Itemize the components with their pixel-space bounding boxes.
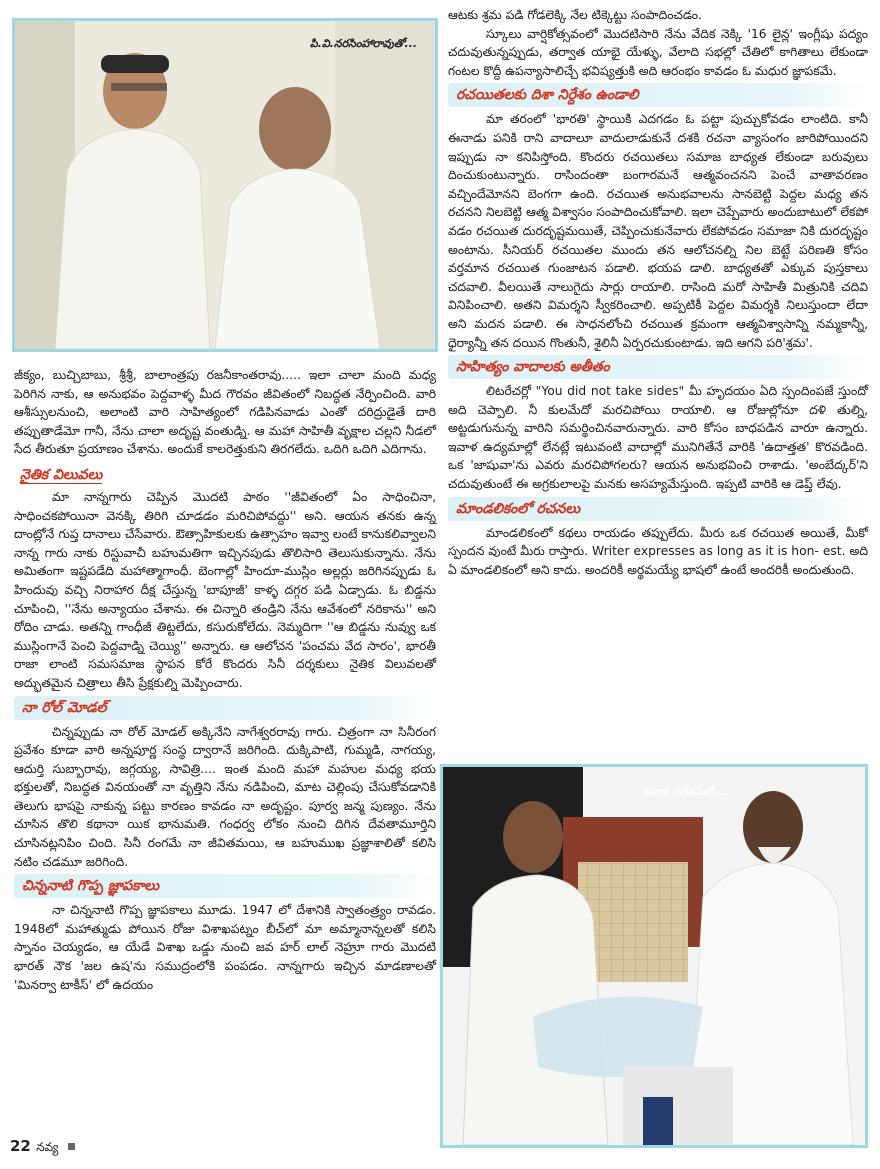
page-footer	[10, 1137, 75, 1157]
photo-bottom	[440, 764, 868, 1148]
magazine-name: నవ్య	[36, 1140, 59, 1154]
photo-top-image	[15, 21, 435, 349]
photo-top	[12, 18, 438, 352]
left-paragraph-3: చిన్నప్పుడు నా రోల్ మోడల్ అక్కినేని నాగేశ్వరరావు గారు. చిత్రంగా నా సినీరంగ ప్రవేశం కూడా వారి అన్నపూర్ణ సంస్థ ద్వారానే జరిగింది. దుక్కిపాటి, గుమ్మడి, నాగయ్య, ఆదుర్తి సుబ్బారావు, జగ్గయ్య, సావిత్రి.... ఇంత మంది మహా మహుల మధ్య భయ భక్తులతో, నిబద్ధత వినయంతో నా వృత్తిని నేను నడిపించి, మాట చెల్లింపు చేసుకోవడానికి తెలుగు భాషపై నాకున్న పట్టు కారణం కావడం నా అదృష్టం. పూర్వ జన్మ పుణ్యం. నేను చూసిన తొలి కథానా యిక భానుమతి. గంధర్వ లోకం నుంచి దిగిన దేవతామూర్తిని చూసినట్లనిపిం చింది. సినీ రంగమే నా జీవితమయి, ఆ బహుముఖ ప్రజ్ఞాశాలితో కలిసి నటిం చడమూ జరిగింది.	[14, 724, 436, 869]
heading-childhood-memories: చిన్ననాటి గొప్ప జ్ఞాపకాలు	[14, 874, 436, 898]
page-number: 22	[10, 1137, 31, 1155]
left-paragraph-1: జీక్యం, బుచ్చిబాబు, శ్రీశ్రీ, బాలాంత్రపు రజనీకాంతరావు..... ఇలా చాలా మంది మధ్య పెరిగిన నాకు, ఆ అనుభవం పెద్దవాళ్ళ మీద గౌరవం జీవితంలో నిబద్ధత నేర్పించింది. వారి ఆశీస్సులనుంచి, అలాంటి వారి సాహిత్యంలో గడిపినవాడు ఎంతో దరిద్రుడైతే దారి తప్పుతాడేమో గానీ, నేను చాలా అదృష్ట వంతుడ్ని. ఆ మహా సాహితీ వృక్షాల చల్లని నీడలో సేద తీరుతూ ప్రయాణం చేశాను. అందుకే కాలరెత్తుకుని తిరగలేదు. ఒదిగి ఒదిగి ఎదిగాను.	[14, 368, 436, 457]
right-column	[448, 6, 868, 579]
heading-role-model: నా రోల్ మోడల్	[14, 696, 436, 720]
left-paragraph-4: నా చిన్ననాటి గొప్ప జ్ఞాపకాలు మూడు. 1947 లో దేశానికి స్వాతంత్ర్యం రావడం. 1948లో మహాత్ముడు పోయిన రోజు విశాఖపట్నం బీచ్‌లో మా అమ్మానాన్నలతో కలిసి స్నానం చెయ్యడం, ఆ యేడే విశాఖ ఒడ్డు నుంచి జవ హర్ లాల్ నెహ్రూ గారు మొదటి భారత్ నౌక 'జల ఉష'ను సముద్రంలోకి పంపడం. నాన్నగారు ఇచ్చిన మాడణాలతో 'మినర్వా టాకీస్' లో ఉదయం	[14, 903, 436, 992]
photo-bottom-image	[443, 767, 865, 1145]
photo-top-caption: పి.వి.నరసింహారావుతో...	[309, 37, 417, 50]
photo-bottom-caption: శివాజీ గణేశన్‌తో...	[643, 785, 725, 798]
heading-dialect-writing: మాండలికంలో రచనలు	[448, 497, 868, 521]
right-paragraph-3: మా తరంలో 'భారతి' స్థాయికి ఎదగడం ఓ పట్టా పుచ్చుకోవడం లాంటిది. కానీ ఈనాడు పనికి రాని వాదాలూ వాదులాడుకునే దశకి రచనా వ్యాసంగం జారిపోయిందని ఇప్పుడు నా కనిపిస్తోంది. కొందరు రచయితలు సమాజ బాధ్యత లేకుండా బరువులు దించుకుంటున్నారు. రాసిందంతా బంగారమనే ఆత్మవంచనని పెంచే వాతావరణం వచ్చిందేమోనని బెంగగా ఉంది. రచయిత అనుభవాలను సానబెట్టి పెద్దల మధ్య తన రచనని నిలబెట్టి ఆత్మ విశ్వాసం సంపాదించుకోవాలి. ఇలా చెప్పేవారు అందుబాటులో లేకపో వడం రచయిత దురదృష్టమయితే, చెప్పించుకునేవారు లేకపోవడం సమాజా నికి దురదృష్టం అంటాను. సీనియర్ రచయితల ముందు తన ఆలోచనల్ని నిల బెట్టే పరిణతి కోసం వర్తమాన రచయిత గుంజాటన పడాలి. భయప డాలి. బాధ్యతతో ఎక్కువ పుస్తకాలు చదవాలి. వీలయితే నాలుగైదు సార్లు రాయాలి. రాసింది మరో సాహితీ మిత్రునికి చదివి వినిపించాలి. అతని విమర్శని స్వీకరించాలి. అప్పటికీ పెద్దల విమర్శకి నిలుస్తుందా లేదా అని మదన పడాలి. ఈ సాధనలోంచి రచయిత క్రమంగా ఆత్మవిశ్వాసాన్ని నమ్మకాన్నీ, ధైర్యాన్నీ తన దయిన గొంతునీ, శైలినీ ఏర్పరచుకుంటాడు. ఇది ఆగని పరి'శ్రమ'.	[448, 112, 868, 350]
square-bullet-icon	[68, 1143, 75, 1150]
heading-literature-beyond-isms: సాహిత్యం వాదాలకు అతీతం	[448, 355, 868, 379]
heading-writers-direction: రచయితలకు దిశా నిర్దేశం ఉండాలి	[448, 83, 868, 107]
heading-moral-values	[14, 465, 436, 485]
right-paragraph-1: ఆటకు శ్రమ పడి గోడలెక్కి నేల టిక్కెట్టు సంపాదించడం.	[448, 8, 702, 22]
right-paragraph-4: లిటరేచర్లో "You did not take sides" మీ హృదయం ఏది స్పందింపజే స్తుందో అది చెప్పాలి. నీ కులమేదో మరచిపోయి రాయాలి. ఆ రోజుల్లోనూ దళి తుల్ని, అట్టడుగునున్న వారిని సమర్థించినవారున్నారు. వారి కోసం బాధపడిన వారూ ఉన్నారు. ఇవాళ ఉద్యమాల్లో లేనట్లే ఇటువంటి వాదాల్లో మునిగితేనే వారికి 'ఉదాత్తత' కొరవడింది. ఒక 'జాషువా'ను ఎవరు మరచిపోగలరు? ఆయన అనుభవించి రాశాడు. 'అంబేద్కర్'ని చదువుతుంటే ఈ అగ్రకులాలపై మనకు అసహ్యమేస్తుంది. ఇప్పటి వారికి ఆ డెప్త్ లేవు.	[448, 384, 868, 492]
left-paragraph-2: మా నాన్నగారు చెప్పిన మొదటి పాఠం ''జీవితంలో ఏం సాధించినా, సాధించకపోయినా వెనక్కి తిరిగి చూడడం మరిచిపోవద్దు'' అని. ఆయన తనకు ఉన్న దాంట్లోనే గుప్త దానాలు చేసేవారు. ఔత్సాహికులకు ఉత్సాహం ఇవ్వా లంటే కానుకలివ్వాలని నాన్న గారు నాకు రిస్టువాచీ బహుమతిగా ఇచ్చినపుడు తొలిసారి తెలుసుకున్నాను. నేను అమితంగా ఇష్టపడేది మహాత్మాగాంధీ. బెంగాల్లో హిందూ-ముస్లిం అల్లర్లు జరిగినప్పుడు ఓ హిందువు వచ్చి నిరాహార దీక్ష చేస్తున్న 'బాపూజీ' కాళ్ళ దగ్గర పడి ఏడ్చాడు. ఓ బిడ్డను చూపించి, ''నేను అన్యాయం చేశాను. ఈ చిన్నారి తండ్రిని నేను ఆవేశంలో నరికాను'' అని రోదిం చాడు. అతన్ని గాంధీజీ తిట్టలేదు, కసురుకోలేదు. నెమ్మదిగా ''ఆ బిడ్డను నువ్వు ఒక ముస్లింగానే పెంచి పెద్దవాడ్ని చెయ్యి'' అన్నారు. ఆ ఆలోచన 'పంచమ వేద సారం', భారతీ రాజా లాంటి సమసమాజ స్థాపన కోరే కొందరు సినీ దర్శకులు నైతిక విలువలతో అద్భుతమైన చిత్రాలు తీసి ప్రేక్షకుల్ని మెప్పించారు.	[14, 489, 436, 690]
right-paragraph-2: స్కూలు వార్షికోత్సవంలో మొదటిసారి నేను వేదిక నెక్కి '16 లైన్ల' ఇంగ్లీషు పద్యం చదువుతున్నప్పుడు, తర్వాత యాభై యేళ్ళు, వేలాది సభల్లో చేతిలో కాగితాలు లేకుండా గంటల కొద్దీ ఉపన్యాసాలిచ్చే భవిష్యత్తుకి అది ఆరంభం కావడం ఓ మధుర జ్ఞాపకమే.	[448, 26, 868, 78]
heading-moral-values-text: నైతిక విలువలు	[20, 466, 103, 483]
left-column	[14, 366, 436, 994]
right-paragraph-5: మాండలికంలో కథలు రాయడం తప్పులేదు. మీరు ఒక రచయిత అయితే, మీకో స్పందన వుంటే మీరు రాస్తారు. Writer expresses as long as it is hon- est. అది ఏ మాండలికంలో అని కాదు. అందరికీ అర్థమయ్యే భాషలో ఉంటే అందరికీ అందుతుంది.	[448, 525, 868, 577]
